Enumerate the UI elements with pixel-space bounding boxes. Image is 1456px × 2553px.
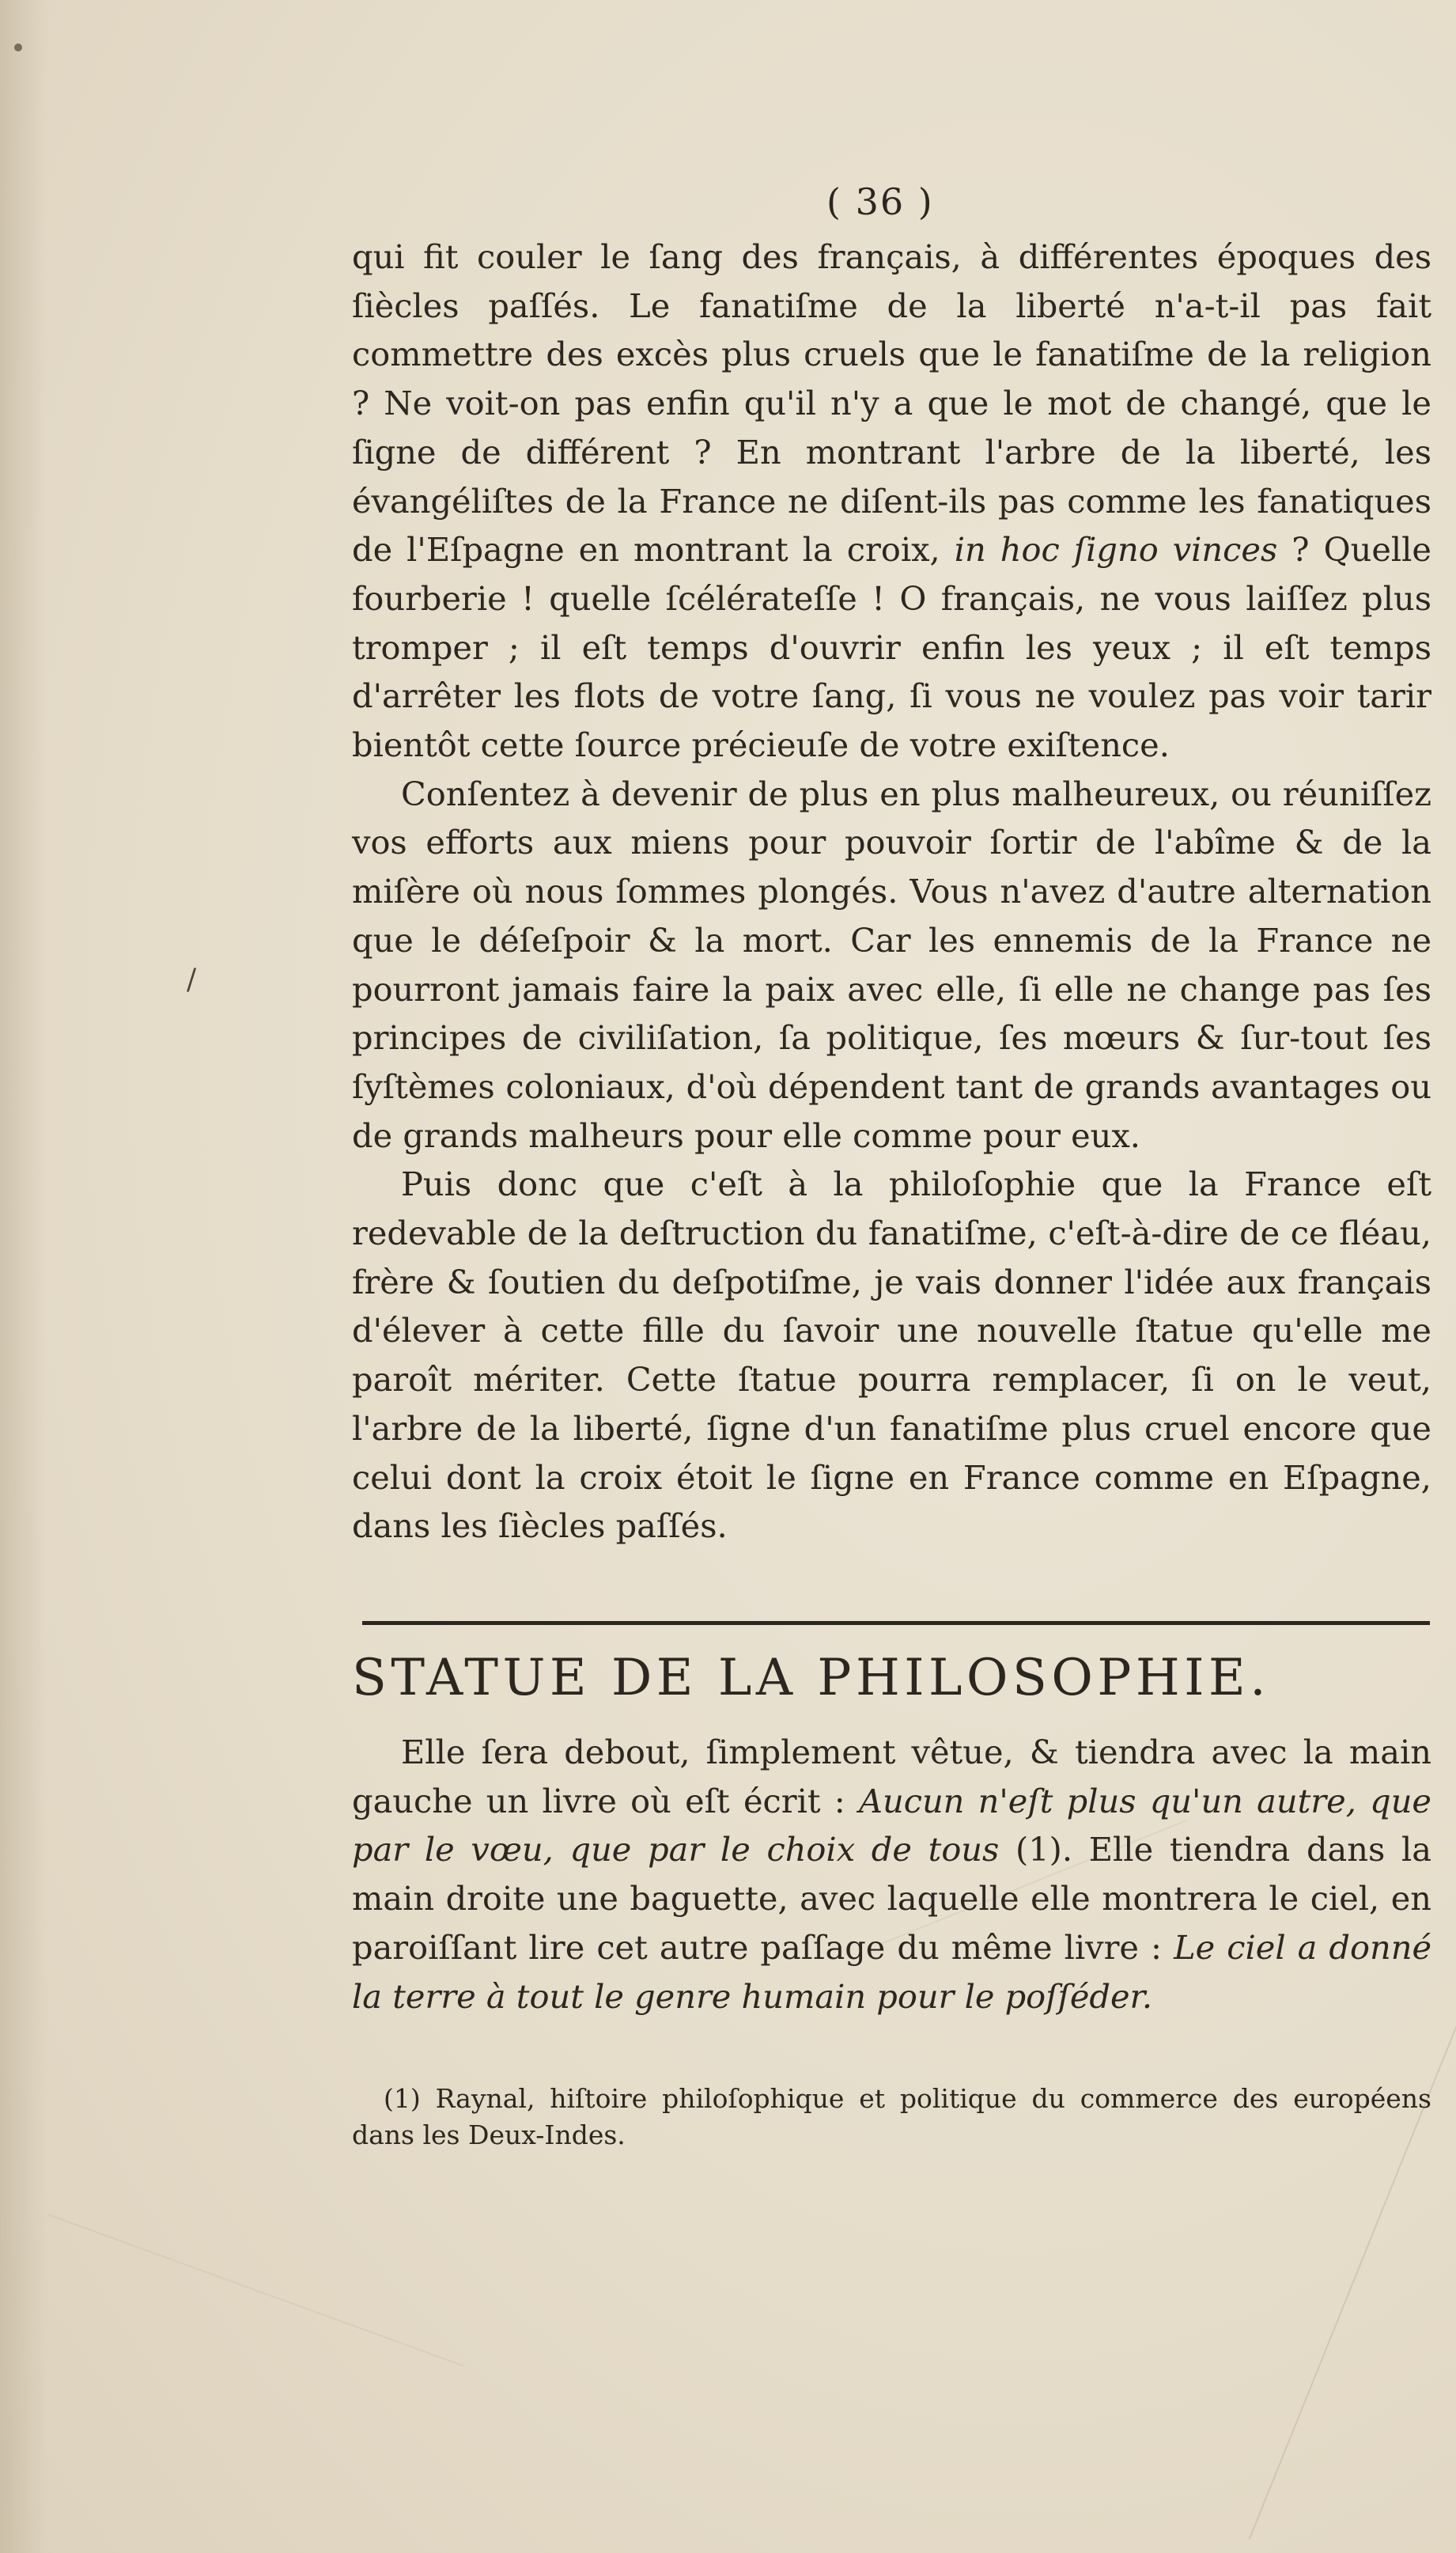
page-number: ( 36 ) (826, 180, 934, 223)
italic-quote: Le ciel a donné la terre à tout le genre humain pour le poſſéder. (352, 1927, 1432, 2016)
paragraph: Conſentez à devenir de plus en plus malheureux, ou réuniſſez vos efforts aux miens pour pouvoir ſortir de l'abîme & de la miſère où nous ſommes plongés. Vous n'avez d'autre alternation que le déſeſpoir & la mort. Car les ennemis de la France ne pourront jamais faire la paix avec elle, ſi elle ne change pas ſes principes de civiliſation, ſa politique, ſes mœurs & ſur-tout ſes ſyſtèmes coloniaux, d'où dépendent tant de grands avantages ou de grands malheurs pour elle comme pour eux. (352, 774, 1431, 1155)
ink-spot (14, 44, 22, 51)
footnote: (1) Raynal, hiſtoire philoſophique et politique du commerce des européens dans les Deux-Indes. (352, 2083, 1431, 2150)
section-rule (362, 1621, 1430, 1625)
paragraph: Puis donc que c'eſt à la philoſophie que la France eſt redevable de la deſtruction du fanatiſme, c'eſt-à-dire de ce fléau, frère & ſoutien du deſpotiſme, je vais donner l'idée aux français d'élever à cette fille du ſavoir une nouvelle ſtatue qu'elle me paroît mériter. Cette ſtatue pourra remplacer, ſi on le veut, l'arbre de la liberté, ſigne d'un fanatiſme plus cruel encore que celui dont la croix étoit le ſigne en France comme en Eſpagne, dans les ſiècles paſſés. (352, 1165, 1431, 1546)
page-edge-shadow (0, 0, 47, 2553)
body-text-bottom (352, 1728, 1431, 2021)
paragraph-text: ? Quelle fourberie ! quelle ſcélérateſſe ! O français, ne vous laiſſez plus tromper ; il eſt temps d'ouvrir enfin les yeux ; il eſt temps d'arrêter les flots de votre ſang, ſi vous ne voulez pas voir tarir bientôt cette ſource précieuſe de votre exiſtence. (352, 530, 1431, 765)
italic-quote: Aucun n'eſt plus qu'un autre, que par le vœu, que par le choix de tous (352, 1781, 1431, 1869)
body-text-top (352, 233, 1431, 1551)
italic-quote: in hoc ſigno vinces (954, 530, 1278, 570)
paragraph-text: Elle ſera debout, ſimplement vêtue, & tiendra avec la main gauche un livre où eſt écrit : (352, 1733, 1431, 1820)
margin-mark: / (187, 964, 197, 996)
paragraph-text: qui fit couler le ſang des français, à différentes époques des ſiècles paſſés. Le fanatiſme de la liberté n'a-t-il pas fait commettre des excès plus cruels que le fanatiſme de la religion ? Ne voit-on pas enfin qu'il n'y a que le mot de changé, que le ſigne de différent ? En montrant l'arbre de la liberté, les évangéliſtes de la France ne diſent-ils pas comme les fanatiques de l'Eſpagne en montrant la croix, (352, 237, 1431, 570)
paragraph (352, 1728, 1431, 2021)
paragraph (352, 233, 1431, 770)
section-heading: STATUE DE LA PHILOSOPHIE. (352, 1649, 1271, 1707)
paragraph-text: (1). Elle tiendra dans la main droite une baguette, avec laquelle elle montrera le ciel, en paroiſſant lire cet autre paſſage du même livre : (352, 1830, 1431, 1967)
